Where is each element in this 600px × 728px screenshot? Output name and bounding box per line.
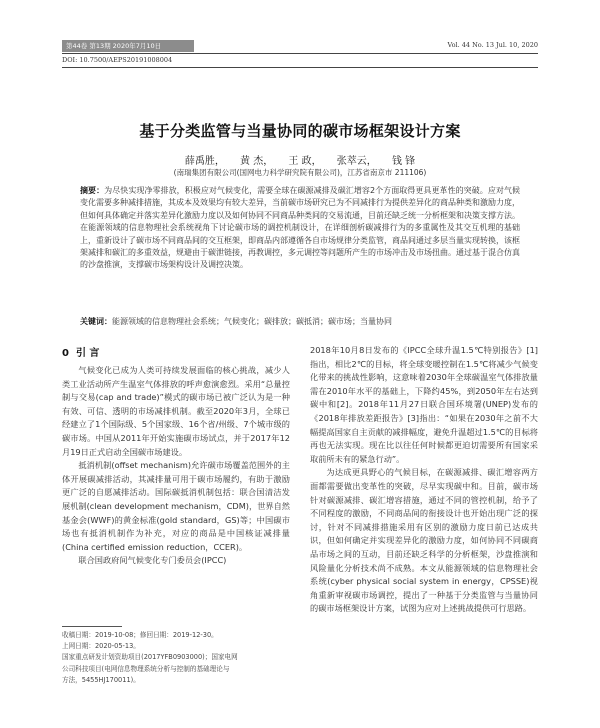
abstract-label: 摘要： xyxy=(80,186,105,195)
section-heading-introduction xyxy=(62,344,99,359)
doi-label[interactable]: DOI: 10.7500/AEPS20191008004 xyxy=(62,56,173,64)
body-paragraph: 为达成更具野心的气候目标，在碳源减排、碳汇增容两方面都需要做出变革性的突破，尽早实现碳中和。目前，碳市场针对碳源减排、碳汇增容措施，通过不同的管控机制，给予了不同程度的激励，不同商品间的衔接设计也开始出现广泛的探讨，针对不同减排措施采用有区别的激励力度日前已达成共识，但如何确定并实现差异化的激励力度，如何协同不同碳商品市场之间的互动，目前还缺乏科学的分析框架，沙盘推演和风险量化分析技术尚不成熟。本文从能源领域的信息物理社会系统(cyber physical social system in energy，CPSSE)视角重新审视碳市场调控，提出了一种基于分类监管与当量协同的碳市场框架设计方案，试图为应对上述挑战提供可行思路。 xyxy=(310,467,538,614)
keywords-text: 能源领域的信息物理社会系统；气候变化；碳排放；碳抵消；碳市场；当量协同 xyxy=(112,317,392,326)
body-paragraph: 联合国政府间气候变化专门委员会(IPCC) xyxy=(78,555,227,566)
author-name: 黄 杰， xyxy=(240,156,274,167)
author-name: 王 政， xyxy=(288,156,322,167)
footnote-line: 国家重点研发计划资助项目(2017YFB0903000)；国家电网 xyxy=(62,653,238,662)
footnote-line: 上网日期：2020-05-13。 xyxy=(62,642,140,651)
keywords xyxy=(80,316,520,328)
body-column-left xyxy=(62,364,290,568)
footnote-line: 公司科技项目(电网信息物理系统分析与控制的基础理论与 xyxy=(62,664,230,673)
author-name: 钱 锋 xyxy=(391,156,416,167)
body-paragraph: 气候变化已成为人类可持续发展面临的核心挑战，减少人类工业活动所产生温室气体排放的呼声愈演愈烈。采用“总量控制与交易(cap and trade)”模式的碳市场已被广泛认为是一种有效、可信、透明的市场减排机制。截至2020年3月，全球已经建立了1个国际级、5个国家级、16个省/州级、7个城市级的碳市场。中国从2011年开始实施碳市场试点，并于2017年12月19日正式启动全国碳市场建设。 xyxy=(62,365,290,457)
header-rule-top xyxy=(62,53,538,54)
footnote-block xyxy=(62,630,290,686)
body-paragraph: 抵消机制(offset mechanism)允许碳市场覆盖范围外的主体开展碳减排活动，其减排量可用于碳市场履约，有助于激励更广泛的自愿减排活动。国际碳抵消机制包括：联合国清洁发展机制(clean development mechanism，CDM)，世界自然基金会(WWF)的黄金标准(gold standard，GS)等；中国碳市场也有抵消机制作为补充，对应的商品是中国核证减排量(China certified emission reduction，CCER)。 xyxy=(62,460,290,552)
journal-volume-english: Vol. 44 No. 13 Jul. 10, 2020 xyxy=(447,41,538,49)
keywords-label: 关键词： xyxy=(80,317,112,326)
header-rule-bottom xyxy=(62,67,538,68)
journal-volume-badge: 第44卷 第13期 2020年7月10日 xyxy=(62,40,194,52)
abstract-text: 为尽快实现净零排放，积极应对气候变化，需要全球在碳源减排及碳汇增容2个方面取得更具更革性的突破。应对气候变化需要多种减排措施，其成本及效果均有较大差异，当前碳市场研究已为不同减排行为提供差异化的商品种类和激励力度，但如何具体确定并落实差异化激励力度以及如何协同不同商品种类间的交易流通，目前还缺乏统一分析框架和决策支撑方法。在能源领域的信息物理社会系统视角下讨论碳市场的调控机制设计，在详细剖析碳减排行为的多重属性及其交互机理的基础上，重新设计了碳市场不同商品间的交互框架，即商品内部遵循各自市场规律分类监管，商品间通过多层当量实现转换，该框架减排和碳汇的多重效益，规避由于碳泄链接，再教调控，多元调控等问题所产生的市场冲击及市场扭曲。通过基于混合仿真的沙盘推演，支撑碳市场架构设计及调控决策。 xyxy=(80,186,521,270)
footnote-line: 收稿日期：2019-10-08；修回日期：2019-12-30。 xyxy=(62,631,218,639)
author-name: 薛禹胜， xyxy=(184,156,225,167)
author-affiliation: (南瑞集团有限公司(国网电力科学研究院有限公司)，江苏省南京市 211106) xyxy=(173,168,427,177)
footnote-rule xyxy=(62,626,122,627)
footnote-line: 方法，5455HJ170011)。 xyxy=(62,675,140,684)
paper-title: 基于分类监管与当量协同的碳市场框架设计方案 xyxy=(139,122,461,140)
author-name: 张萃云， xyxy=(336,156,377,167)
section-title: 引 言 xyxy=(75,348,100,359)
section-number: 0 xyxy=(62,348,69,359)
author-list xyxy=(62,152,538,167)
body-paragraph: 2018年10月8日发布的《IPCC全球升温1.5℃特别报告》[1]指出，相比2℃的目标，将全球变暖控制在1.5℃将减少气候变化带来的挑战性影响，这意味着2030年全球碳温室气体排放量需在2010年水平的基础上，下降约45%，到2050年左右达到碳中和[2]。2018年11月27日联合国环境署(UNEP)发布的《2018年排放差距报告》[3]指出：“如果在2030年之前不大幅提高国家自主贡献的减排幅度，避免升温超过1.5℃的目标将再也无法实现。现在比以往任何时候都更迫切需要所有国家采取前所未有的紧急行动”。 xyxy=(310,345,538,464)
abstract xyxy=(80,185,520,272)
body-column-right xyxy=(310,344,538,616)
